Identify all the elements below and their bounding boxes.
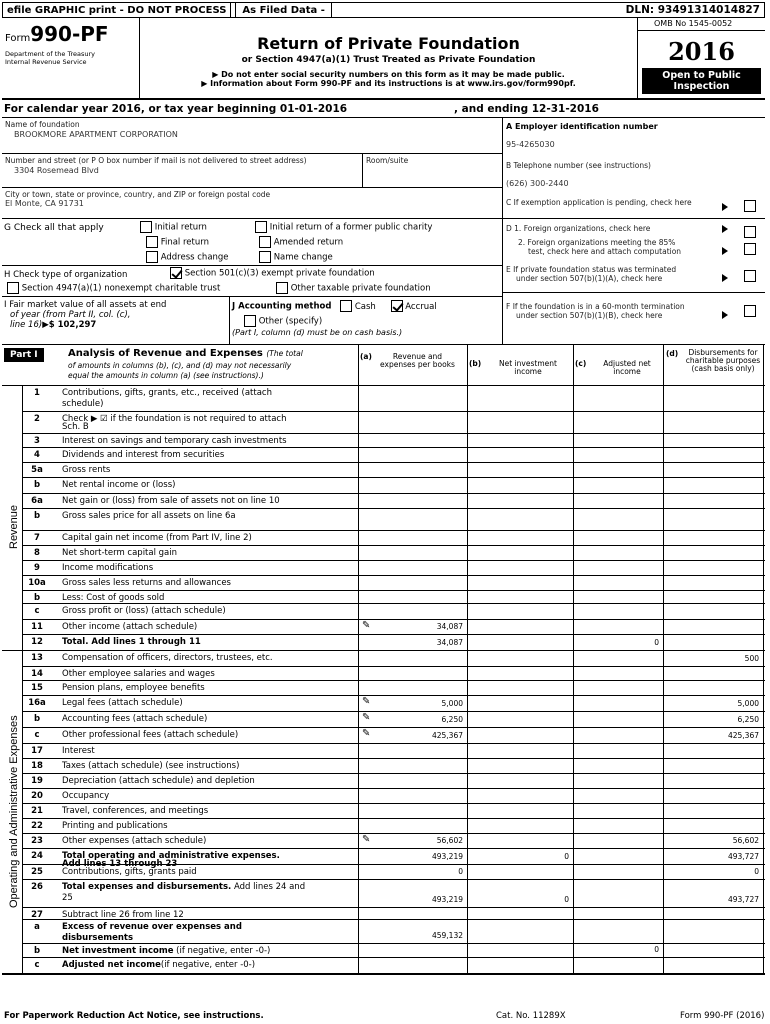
table-row bbox=[0, 560, 765, 575]
row-number: 23 bbox=[31, 836, 43, 846]
col-a-header: Revenue and expenses per books bbox=[380, 352, 455, 369]
attachment-icon[interactable]: ✎ bbox=[362, 696, 371, 707]
row-label: Total operating and administrative expenses. bbox=[62, 851, 280, 861]
row-number: b bbox=[33, 946, 41, 956]
g-initial-former[interactable] bbox=[255, 221, 432, 233]
initial-return-checkbox[interactable] bbox=[140, 221, 152, 233]
row-number: 26 bbox=[31, 882, 43, 892]
row-number: 19 bbox=[31, 776, 43, 786]
cell-col-a: 5,000 bbox=[441, 699, 463, 708]
table-row bbox=[0, 695, 765, 711]
row-number: 14 bbox=[31, 669, 43, 679]
h-4947[interactable] bbox=[7, 282, 220, 294]
form-number bbox=[5, 22, 136, 46]
cell-col-d: 5,000 bbox=[737, 699, 759, 708]
initial-former-checkbox[interactable] bbox=[255, 221, 267, 233]
row-number: 27 bbox=[31, 910, 43, 920]
cell-col-d: 56,602 bbox=[732, 836, 759, 845]
h-501c3-checkbox[interactable] bbox=[170, 267, 182, 279]
info-note: ▶ Information about Form 990-PF and its instructions is at www.irs.gov/form990pf. bbox=[201, 79, 576, 88]
arrow-icon bbox=[722, 311, 728, 319]
attachment-icon[interactable]: ✎ bbox=[362, 728, 371, 739]
row-number: 20 bbox=[31, 791, 43, 801]
column-rule bbox=[763, 344, 764, 385]
d1-checkbox[interactable] bbox=[744, 226, 756, 238]
table-row bbox=[0, 907, 765, 919]
row-label: Net investment income (if negative, enter -0-) bbox=[62, 946, 271, 956]
row-number: b bbox=[33, 511, 41, 521]
header-top-line bbox=[2, 344, 765, 345]
table-row bbox=[0, 493, 765, 508]
row-label: Gross rents bbox=[62, 465, 111, 475]
table-row bbox=[0, 530, 765, 545]
g-amended-return[interactable] bbox=[259, 236, 343, 248]
table-row bbox=[0, 650, 765, 666]
name-change-checkbox[interactable] bbox=[259, 251, 271, 263]
h-501c3-label: Section 501(c)(3) exempt private foundation bbox=[184, 268, 375, 279]
d2-label-1: 2. Foreign organizations meeting the 85% bbox=[518, 238, 676, 247]
attachment-icon[interactable]: ✎ bbox=[362, 712, 371, 723]
part-1-title-text: Analysis of Revenue and Expenses bbox=[68, 348, 263, 359]
table-row bbox=[0, 634, 765, 650]
amended-return-checkbox[interactable] bbox=[259, 236, 271, 248]
row-number: 8 bbox=[34, 548, 40, 558]
d2-checkbox[interactable] bbox=[744, 243, 756, 255]
form-title: Return of Private Foundation bbox=[257, 34, 520, 53]
row-number: 5a bbox=[31, 465, 43, 475]
attachment-icon[interactable]: ✎ bbox=[362, 620, 371, 631]
column-rule bbox=[358, 344, 359, 385]
city-label: City or town, state or province, country, and ZIP or foreign postal code bbox=[5, 190, 271, 199]
department bbox=[5, 50, 136, 66]
row-number: 17 bbox=[31, 746, 43, 756]
g-label: G Check all that apply bbox=[4, 223, 104, 233]
form-id-block bbox=[2, 18, 140, 100]
accounting-method bbox=[232, 300, 437, 312]
address-change-checkbox[interactable] bbox=[146, 251, 158, 263]
form-title-block bbox=[140, 18, 637, 100]
row-number: 24 bbox=[31, 851, 43, 861]
row-number: 16a bbox=[28, 698, 46, 708]
table-row bbox=[0, 727, 765, 743]
table-row bbox=[0, 603, 765, 619]
row-number: 1 bbox=[34, 388, 40, 398]
row-number: 4 bbox=[34, 450, 40, 460]
foundation-name-label: Name of foundation bbox=[5, 120, 80, 129]
table-row bbox=[0, 680, 765, 695]
cell-col-d: 493,727 bbox=[727, 852, 759, 861]
phone-label: B Telephone number (see instructions) bbox=[506, 161, 651, 170]
paperwork-notice: For Paperwork Reduction Act Notice, see instructions. bbox=[4, 1011, 264, 1021]
row-label: Dividends and interest from securities bbox=[62, 450, 225, 460]
d2-label-2: test, check here and attach computation bbox=[528, 247, 682, 256]
calendar-begin: For calendar year 2016, or tax year beginning 01-01-2016 bbox=[4, 103, 348, 115]
row-number: 12 bbox=[31, 637, 43, 647]
other-method-checkbox[interactable] bbox=[244, 315, 256, 327]
row-number: a bbox=[34, 922, 40, 932]
cell-col-b: 0 bbox=[564, 852, 569, 861]
row-label: Net short-term capital gain bbox=[62, 548, 178, 558]
accounting-method-label: J Accounting method bbox=[232, 301, 332, 312]
arrow-icon bbox=[722, 203, 728, 211]
h-501c3[interactable] bbox=[170, 267, 375, 279]
amended-return-label: Amended return bbox=[273, 237, 344, 248]
fmv-line-3: line 16) bbox=[10, 320, 43, 330]
row-label: Other employee salaries and wages bbox=[62, 669, 215, 679]
arrow-icon bbox=[722, 274, 728, 282]
table-row bbox=[0, 864, 765, 879]
table-row bbox=[0, 447, 765, 462]
cell-col-a: 425,367 bbox=[431, 731, 463, 740]
row-label: Depreciation (attach schedule) and depletion bbox=[62, 776, 255, 786]
col-b-header: Net investment income bbox=[499, 359, 557, 376]
row-label: Occupancy bbox=[62, 791, 110, 801]
row-label: Subtract line 26 from line 12 bbox=[62, 910, 184, 920]
row-number: 2 bbox=[34, 414, 40, 424]
open-line-2: Inspection bbox=[673, 81, 730, 92]
initial-former-label: Initial return of a former public charity bbox=[269, 222, 433, 233]
row-number: 7 bbox=[34, 533, 40, 543]
table-row bbox=[0, 462, 765, 477]
h-4947-checkbox[interactable] bbox=[7, 282, 19, 294]
f-checkbox[interactable] bbox=[744, 305, 756, 317]
row-label: Gross sales less returns and allowances bbox=[62, 578, 231, 588]
col-b-tag: (b) bbox=[469, 359, 482, 368]
fair-market-value bbox=[4, 300, 166, 330]
efile-label: efile GRAPHIC print - DO NOT PROCESS bbox=[3, 3, 231, 17]
exemption-pending-label: C If exemption application is pending, check here bbox=[506, 198, 692, 207]
cell-col-d: 6,250 bbox=[737, 715, 759, 724]
column-rule bbox=[663, 385, 664, 973]
row-label: Compensation of officers, directors, trustees, etc. bbox=[62, 653, 273, 663]
row-label-tail: (if negative, enter -0-) bbox=[173, 946, 271, 956]
table-row bbox=[0, 508, 765, 530]
city-value: El Monte, CA 91731 bbox=[5, 199, 84, 208]
h-other-checkbox[interactable] bbox=[276, 282, 288, 294]
expenses-side-label: Operating and Administrative Expenses bbox=[8, 715, 20, 908]
omb-number: OMB No 1545-0052 bbox=[638, 18, 765, 31]
col-c-tag: (c) bbox=[575, 359, 587, 368]
row-label: Net gain or (loss) from sale of assets not on line 10 bbox=[62, 496, 280, 506]
cell-col-a: 459,132 bbox=[431, 931, 463, 940]
row-number: 11 bbox=[31, 622, 43, 632]
g-final-return[interactable] bbox=[146, 236, 209, 248]
fmv-line-2: of year (from Part II, col. (c), bbox=[10, 310, 131, 320]
row-label: Accounting fees (attach schedule) bbox=[62, 714, 208, 724]
row-label: Interest bbox=[62, 746, 95, 756]
cell-col-a: 34,087 bbox=[436, 638, 463, 647]
calendar-year bbox=[4, 103, 599, 115]
row-number: c bbox=[34, 606, 40, 616]
table-row bbox=[0, 433, 765, 447]
table-row bbox=[0, 411, 765, 433]
row-number: b bbox=[33, 593, 41, 603]
col-d-header: Disbursements for charitable purposes (cash basis only) bbox=[685, 348, 761, 373]
row-label: Other expenses (attach schedule) bbox=[62, 836, 207, 846]
h-label: H Check type of organization bbox=[4, 270, 128, 280]
table-row bbox=[0, 385, 765, 411]
row-number: 9 bbox=[34, 563, 40, 573]
cell-col-a: 493,219 bbox=[431, 852, 463, 861]
row-label-line-2: schedule) bbox=[62, 399, 104, 409]
row-number: 6a bbox=[31, 496, 43, 506]
open-line-1: Open to Public bbox=[662, 70, 741, 81]
table-row bbox=[0, 943, 765, 957]
other-method-label: Other (specify) bbox=[258, 316, 323, 327]
table-row bbox=[0, 619, 765, 634]
row-number: 22 bbox=[31, 821, 43, 831]
row-number: 25 bbox=[31, 867, 43, 877]
address-label: Number and street (or P O box number if mail is not delivered to street address) bbox=[5, 156, 307, 165]
row-label: Total expenses and disbursements. Add lines 24 and bbox=[62, 882, 306, 892]
cell-col-a: 56,602 bbox=[436, 836, 463, 845]
calendar-end: , and ending 12-31-2016 bbox=[454, 103, 599, 115]
foundation-name: BROOKMORE APARTMENT CORPORATION bbox=[14, 130, 178, 139]
arrow-icon bbox=[722, 225, 728, 233]
table-bottom-line bbox=[2, 973, 765, 975]
row-number: 13 bbox=[31, 653, 43, 663]
cell-col-d: 500 bbox=[744, 654, 759, 663]
column-rule bbox=[467, 344, 468, 385]
cell-col-a: 34,087 bbox=[436, 622, 463, 631]
accrual-label: Accrual bbox=[405, 301, 437, 312]
column-rule bbox=[573, 385, 574, 973]
table-row bbox=[0, 758, 765, 773]
part-1-sub-1: of amounts in columns (b), (c), and (d) may not necessarily bbox=[68, 361, 292, 370]
exemption-pending-checkbox[interactable] bbox=[744, 200, 756, 212]
attachment-icon[interactable]: ✎ bbox=[362, 834, 371, 845]
name-change-label: Name change bbox=[273, 252, 333, 263]
arrow-icon bbox=[722, 247, 728, 255]
column-rule bbox=[573, 344, 574, 385]
row-label: Total. Add lines 1 through 11 bbox=[62, 637, 201, 647]
fmv-line-1: I Fair market value of all assets at end bbox=[4, 300, 167, 310]
part-1-sub-2: equal the amounts in column (a) (see instructions).) bbox=[68, 371, 264, 380]
e-checkbox[interactable] bbox=[744, 270, 756, 282]
fmv-value: ▶$ 102,297 bbox=[42, 320, 97, 330]
row-number: c bbox=[34, 960, 40, 970]
row-label: Interest on savings and temporary cash investments bbox=[62, 436, 287, 446]
table-row bbox=[0, 575, 765, 590]
footer-form: Form 990-PF (2016) bbox=[680, 1011, 765, 1021]
cell-col-b: 0 bbox=[564, 895, 569, 904]
tax-year: 2016 bbox=[668, 37, 735, 66]
table-row bbox=[0, 773, 765, 788]
table-row bbox=[0, 711, 765, 727]
row-label-tail: (if negative, enter -0-) bbox=[160, 960, 256, 970]
row-label: Travel, conferences, and meetings bbox=[62, 806, 209, 816]
cash-label: Cash bbox=[354, 301, 376, 312]
column-rule bbox=[358, 385, 359, 973]
row-label-line-2: 25 bbox=[62, 893, 73, 903]
row-label: Legal fees (attach schedule) bbox=[62, 698, 183, 708]
table-row bbox=[0, 818, 765, 833]
cat-number: Cat. No. 11289X bbox=[496, 1011, 566, 1021]
row-number: 18 bbox=[31, 761, 43, 771]
cell-col-d: 493,727 bbox=[727, 895, 759, 904]
cash-checkbox[interactable] bbox=[340, 300, 352, 312]
street-address: 3304 Rosemead Blvd bbox=[14, 166, 99, 175]
room-label: Room/suite bbox=[366, 156, 409, 165]
row-label: Taxes (attach schedule) (see instructions) bbox=[62, 761, 240, 771]
row-label-tail: Add lines 24 and bbox=[231, 882, 306, 892]
table-row bbox=[0, 803, 765, 818]
cell-col-a: 0 bbox=[458, 867, 463, 876]
row-label: Less: Cost of goods sold bbox=[62, 593, 165, 603]
section-divider bbox=[2, 650, 765, 651]
department-line-1: Department of the Treasury bbox=[5, 50, 96, 58]
row-label: Check ▶ ☑ if the foundation is not required to attach bbox=[62, 414, 287, 424]
final-return-label: Final return bbox=[160, 237, 209, 248]
col-c-header: Adjusted net income bbox=[603, 359, 651, 376]
as-filed-label: As Filed Data - bbox=[235, 3, 332, 17]
cell-col-a: 6,250 bbox=[441, 715, 463, 724]
table-row bbox=[0, 848, 765, 869]
open-to-public-badge bbox=[642, 68, 761, 94]
initial-return-label: Initial return bbox=[154, 222, 207, 233]
final-return-checkbox[interactable] bbox=[146, 236, 158, 248]
accrual-checkbox[interactable] bbox=[391, 300, 403, 312]
g-address-change[interactable] bbox=[146, 251, 229, 263]
row-label: Other professional fees (attach schedule) bbox=[62, 730, 239, 740]
row-label: Printing and publications bbox=[62, 821, 168, 831]
d1-label: D 1. Foreign organizations, check here bbox=[506, 224, 651, 233]
address-change-label: Address change bbox=[160, 252, 229, 263]
table-row bbox=[0, 919, 765, 943]
row-number: 10a bbox=[28, 578, 46, 588]
table-row bbox=[0, 477, 765, 493]
table-row bbox=[0, 957, 765, 973]
h-other-label: Other taxable private foundation bbox=[290, 283, 431, 294]
row-label: Net rental income or (loss) bbox=[62, 480, 176, 490]
cell-col-d: 425,367 bbox=[727, 731, 759, 740]
footer bbox=[4, 1011, 766, 1021]
g-name-change[interactable] bbox=[259, 251, 333, 263]
cell-col-a: 493,219 bbox=[431, 895, 463, 904]
cash-basis-note: (Part I, column (d) must be on cash basis.) bbox=[232, 328, 403, 337]
column-rule bbox=[467, 385, 468, 973]
row-number: 3 bbox=[34, 436, 40, 446]
accounting-other[interactable] bbox=[244, 315, 322, 327]
row-number: c bbox=[34, 730, 40, 740]
col-a-tag: (a) bbox=[360, 352, 372, 361]
ein-value: 95-4265030 bbox=[506, 140, 555, 149]
year-block bbox=[637, 18, 765, 100]
row-label: Pension plans, employee benefits bbox=[62, 683, 205, 693]
table-row bbox=[0, 590, 765, 603]
phone-value: (626) 300-2440 bbox=[506, 179, 569, 188]
form-header bbox=[2, 18, 765, 100]
row-number: b bbox=[33, 480, 41, 490]
dln-label: DLN: 93491314014827 bbox=[625, 4, 760, 16]
h-4947-label: Section 4947(a)(1) nonexempt charitable trust bbox=[21, 283, 221, 294]
row-label-line-2: disbursements bbox=[62, 933, 134, 943]
row-number: 15 bbox=[31, 683, 43, 693]
table-row bbox=[0, 788, 765, 803]
part-1-title bbox=[68, 348, 303, 359]
table-row bbox=[0, 743, 765, 758]
row-number: b bbox=[33, 714, 41, 724]
g-initial-return[interactable] bbox=[140, 221, 207, 233]
ssn-note: ▶ Do not enter social security numbers on this form as it may be made public. bbox=[212, 70, 565, 79]
e-label-1: E If private foundation status was terminated bbox=[506, 265, 677, 274]
f-label-2: under section 507(b)(1)(B), check here bbox=[516, 311, 663, 320]
cell-col-c: 0 bbox=[654, 638, 659, 647]
form-number-text: 990-PF bbox=[30, 22, 109, 46]
h-other[interactable] bbox=[276, 282, 431, 294]
f-label-1: F If the foundation is in a 60-month termination bbox=[506, 302, 685, 311]
row-label: Capital gain net income (from Part IV, line 2) bbox=[62, 533, 252, 543]
part-1-title-note: (The total bbox=[266, 349, 303, 358]
row-label: Other income (attach schedule) bbox=[62, 622, 198, 632]
cell-col-d: 0 bbox=[754, 867, 759, 876]
row-label-line-2: Sch. B bbox=[62, 422, 89, 432]
form-subtitle: or Section 4947(a)(1) Trust Treated as Private Foundation bbox=[241, 55, 536, 65]
row-label: Gross profit or (loss) (attach schedule) bbox=[62, 606, 226, 616]
part-1-tag: Part I bbox=[4, 348, 44, 362]
row-label-line-2: Add lines 13 through 23 bbox=[62, 859, 178, 869]
column-rule bbox=[763, 385, 764, 973]
row-label: Adjusted net income(if negative, enter -0-) bbox=[62, 960, 256, 970]
row-number: 21 bbox=[31, 806, 43, 816]
e-label-2: under section 507(b)(1)(A), check here bbox=[516, 274, 663, 283]
row-label: Contributions, gifts, grants, etc., received (attach bbox=[62, 388, 272, 398]
department-line-2: Internal Revenue Service bbox=[5, 58, 87, 66]
cell-col-c: 0 bbox=[654, 945, 659, 954]
table-row bbox=[0, 833, 765, 848]
row-label: Contributions, gifts, grants paid bbox=[62, 867, 197, 877]
side-column-rule bbox=[22, 385, 23, 973]
table-row bbox=[0, 545, 765, 560]
form-prefix: Form bbox=[5, 33, 31, 44]
column-rule bbox=[663, 344, 664, 385]
top-bar bbox=[2, 2, 765, 18]
ein-label: A Employer identification number bbox=[506, 122, 658, 131]
row-label: Income modifications bbox=[62, 563, 154, 573]
table-row bbox=[0, 666, 765, 680]
revenue-side-label: Revenue bbox=[8, 504, 20, 549]
table-row bbox=[0, 879, 765, 907]
col-d-tag: (d) bbox=[666, 349, 679, 358]
row-label: Excess of revenue over expenses and bbox=[62, 922, 242, 932]
row-label: Gross sales price for all assets on line 6a bbox=[62, 511, 236, 521]
